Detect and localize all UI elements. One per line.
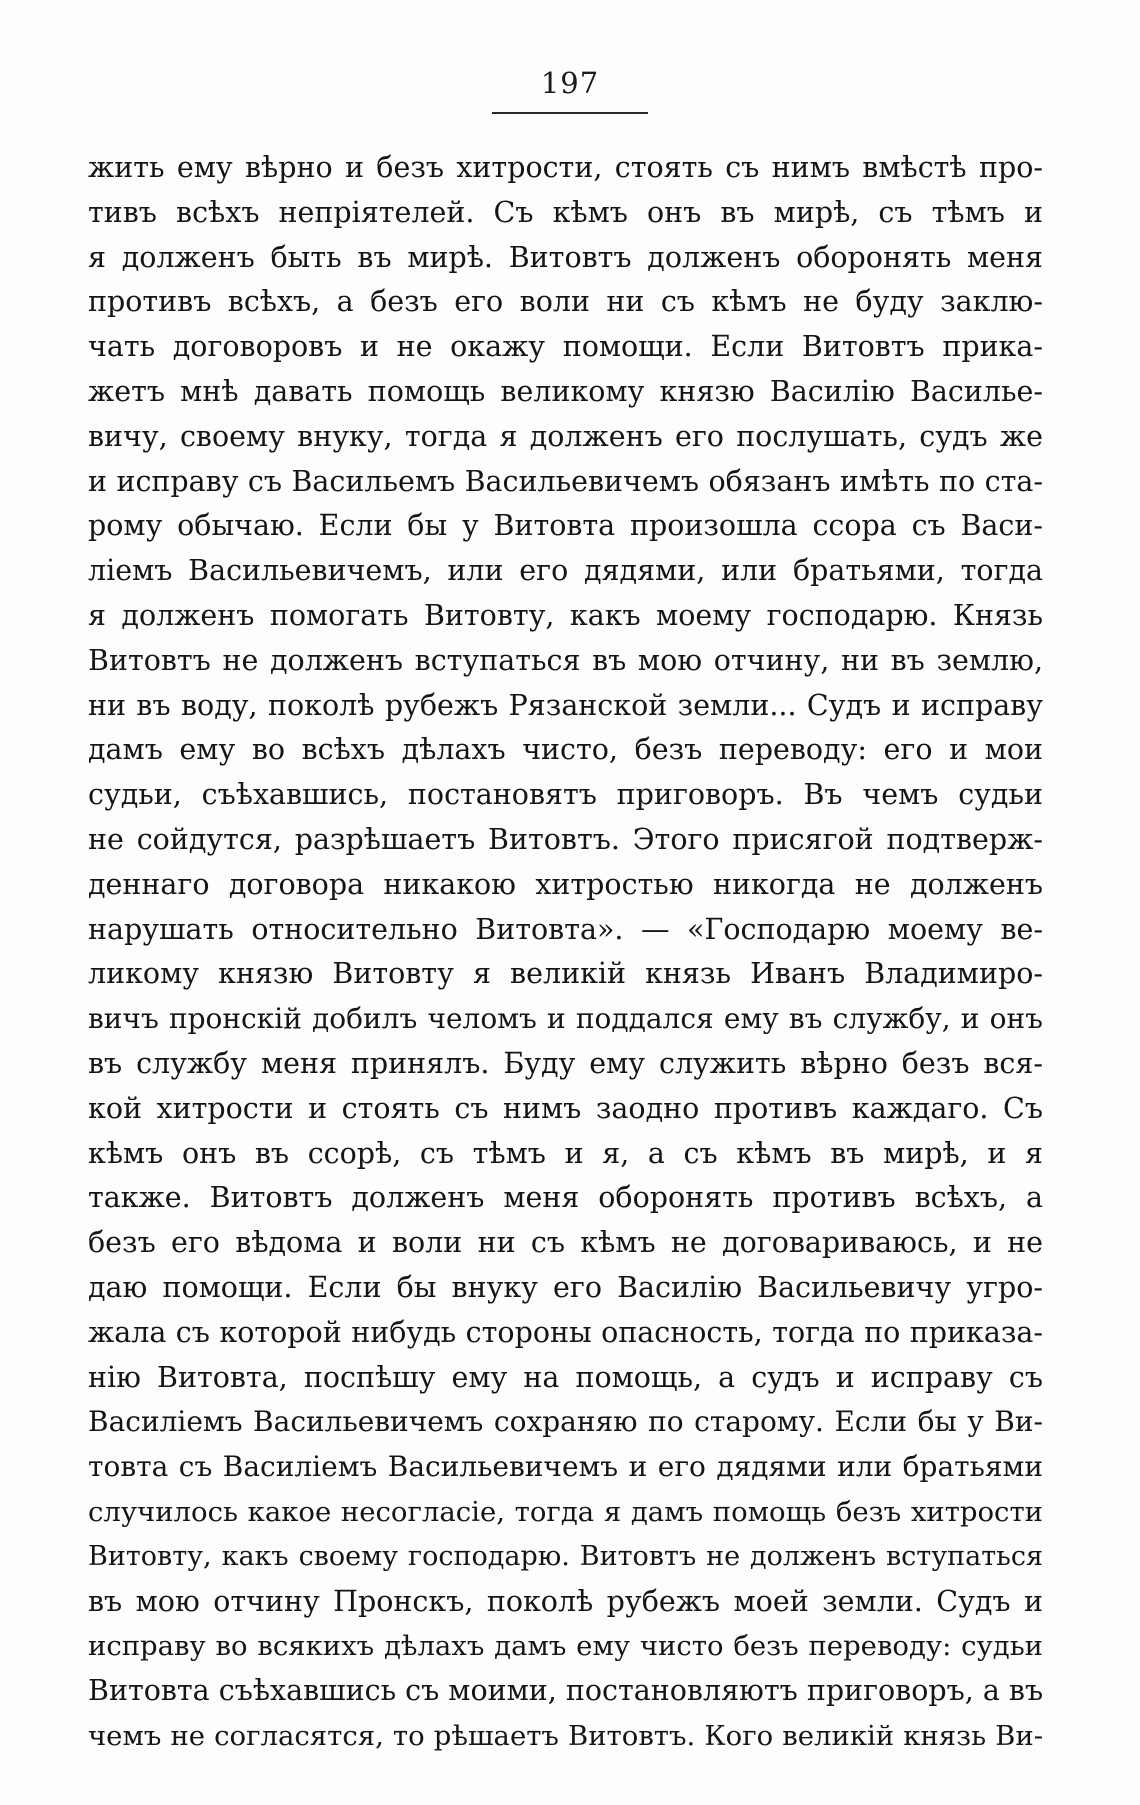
text-line: безъ его вѣдома и воли ни съ кѣмъ не договариваюсь, и не bbox=[88, 1226, 1043, 1260]
text-line: нарушать относительно Витовта». — «Господарю моему ве- bbox=[88, 912, 1043, 946]
text-line: вичъ пронскій добилъ челомъ и поддался ему въ службу, и онъ bbox=[88, 1002, 1043, 1036]
text-line: дамъ ему во всѣхъ дѣлахъ чисто, безъ переводу: его и мои bbox=[88, 733, 1043, 767]
text-line: въ мою отчину Пронскъ, поколѣ рубежъ моей земли. Судъ и bbox=[88, 1584, 1043, 1618]
text-line: деннаго договора никакою хитростью никогда не долженъ bbox=[88, 867, 1043, 901]
text-line: ліемъ Васильевичемъ, или его дядями, или братьями, тогда bbox=[88, 554, 1043, 588]
text-line: исправу во всякихъ дѣлахъ дамъ ему чисто безъ переводу: судьи bbox=[88, 1630, 1043, 1663]
text-line: чать договоровъ и не окажу помощи. Если Витовтъ прика- bbox=[88, 330, 1043, 364]
body-text bbox=[88, 146, 1043, 1759]
text-line: кѣмъ онъ въ ссорѣ, съ тѣмъ и я, а съ кѣмъ въ мирѣ, и я bbox=[88, 1136, 1043, 1170]
text-line: рому обычаю. Если бы у Витовта произошла ссора съ Васи- bbox=[88, 509, 1043, 543]
text-line: вичу, своему внуку, тогда я долженъ его послушать, судъ же bbox=[88, 419, 1043, 453]
text-line: жетъ мнѣ давать помощь великому князю Василію Василье- bbox=[88, 374, 1043, 408]
text-line: не сойдутся, разрѣшаетъ Витовтъ. Этого присягой подтверж- bbox=[88, 822, 1043, 856]
text-line: тивъ всѣхъ непріятелей. Съ кѣмъ онъ въ мирѣ, съ тѣмъ и bbox=[88, 195, 1043, 229]
text-line: кой хитрости и стоять съ нимъ заодно противъ каждаго. Съ bbox=[88, 1091, 1043, 1125]
text-line: противъ всѣхъ, а безъ его воли ни съ кѣмъ не буду заклю- bbox=[88, 285, 1043, 319]
text-line: жала съ которой нибудь стороны опасность, тогда по приказа- bbox=[88, 1315, 1043, 1349]
text-line: въ службу меня принялъ. Буду ему служить вѣрно безъ вся- bbox=[88, 1046, 1043, 1080]
text-line: Витовту, какъ своему господарю. Витовтъ не долженъ вступаться bbox=[88, 1540, 1043, 1572]
text-line: ни въ воду, поколѣ рубежъ Рязанской земли... Судъ и исправу bbox=[88, 688, 1043, 722]
text-line: случилось какое несогласіе, тогда я дамъ помощь безъ хитрости bbox=[88, 1495, 1043, 1528]
text-line: Василіемъ Васильевичемъ сохраняю по старому. Если бы у Ви- bbox=[88, 1405, 1043, 1439]
text-line: я долженъ быть въ мирѣ. Витовтъ долженъ оборонять меня bbox=[88, 240, 1043, 274]
text-line: жить ему вѣрно и безъ хитрости, стоять съ нимъ вмѣстѣ про- bbox=[88, 151, 1043, 184]
text-line: также. Витовтъ долженъ меня оборонять противъ всѣхъ, а bbox=[88, 1181, 1043, 1215]
text-line: Витовтъ не долженъ вступаться въ мою отчину, ни въ землю, bbox=[88, 643, 1043, 677]
text-line: я долженъ помогать Витовту, какъ моему господарю. Князь bbox=[88, 598, 1043, 632]
text-line: ликому князю Витовту я великій князь Иванъ Владимиро- bbox=[88, 957, 1043, 991]
text-line: Витовта съѣхавшись съ моими, постановляютъ приговоръ, а въ bbox=[88, 1674, 1043, 1708]
page-number: 197 bbox=[540, 66, 600, 100]
text-line: чемъ не согласятся, то рѣшаетъ Витовтъ. Кого великій князь Ви- bbox=[88, 1719, 1043, 1752]
text-line: нію Витовта, поспѣшу ему на помощь, а судъ и исправу съ bbox=[88, 1360, 1043, 1394]
text-line: и исправу съ Васильемъ Васильевичемъ обязанъ имѣть по ста- bbox=[88, 464, 1043, 498]
page-number-rule bbox=[492, 112, 648, 114]
text-line: товта съ Василіемъ Васильевичемъ и его дядями или братьями bbox=[88, 1450, 1043, 1484]
text-line: судьи, съѣхавшись, постановятъ приговоръ. Въ чемъ судьи bbox=[88, 778, 1043, 812]
text-line: даю помощи. Если бы внуку его Василію Васильевичу угро- bbox=[88, 1270, 1043, 1304]
